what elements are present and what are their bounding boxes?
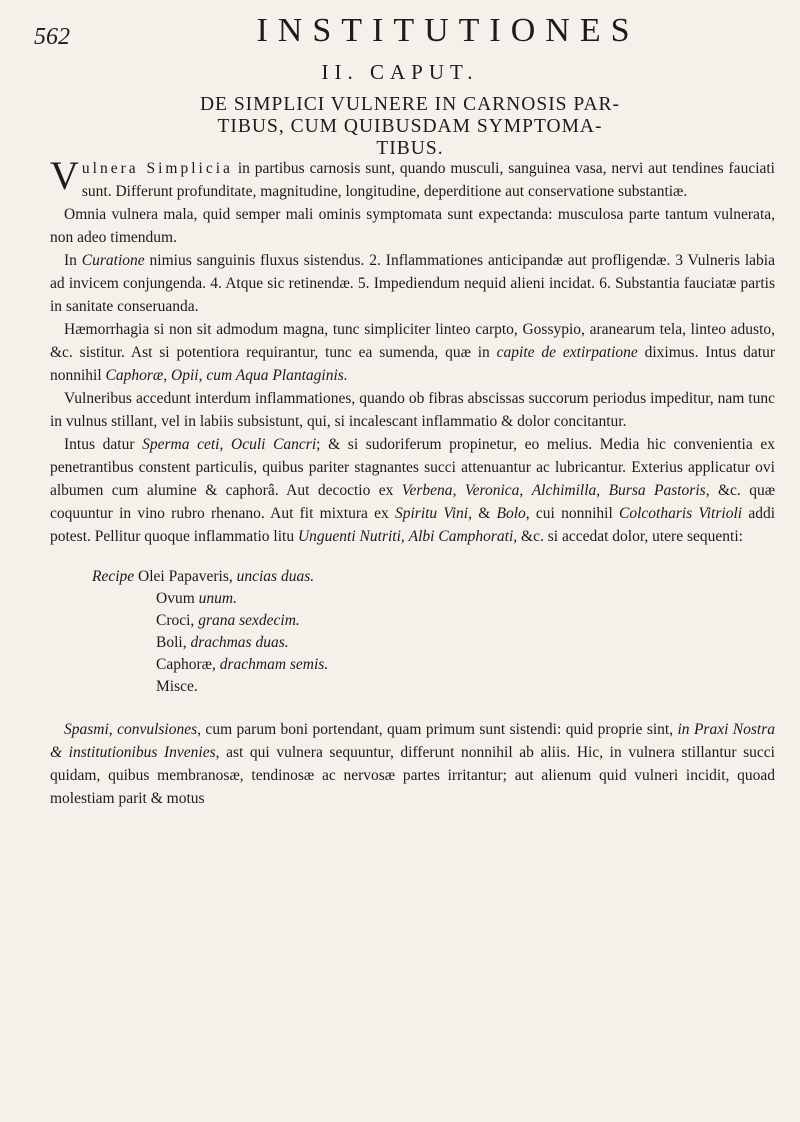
italic-term: Oculi Cancri bbox=[231, 436, 317, 453]
text: , bbox=[400, 528, 409, 545]
text: nimius sanguinis fluxus sistendus. 2. Inflammationes anticipandæ aut profligendæ. 3 Vulneris labia ad invicem conjungenda. 4. Atque sic retinendæ. 5. Impediendum nequid alieni incidat. 6. Substantia fauciatæ partis in sanitate conseruanda. bbox=[50, 252, 775, 315]
text: Olei Papaveris, bbox=[134, 568, 237, 585]
italic-term: Sperma ceti bbox=[142, 436, 220, 453]
recipe-line bbox=[92, 632, 775, 654]
paragraph-curatio bbox=[50, 249, 775, 318]
text: , &c. quæ coquuntur in vino rubro rhenano. Aut fit mixtura ex bbox=[50, 482, 776, 522]
paragraph-remedia bbox=[50, 433, 775, 548]
text: Croci, bbox=[156, 612, 199, 629]
italic-term: drachmas duas. bbox=[190, 634, 289, 651]
recipe-line bbox=[92, 654, 775, 676]
italic-term: Curatione bbox=[81, 252, 145, 269]
recipe-block bbox=[92, 566, 775, 698]
italic-term: grana sexdecim. bbox=[198, 612, 300, 629]
text: , &c. si accedat dolor, utere sequenti: bbox=[513, 528, 743, 545]
text: , bbox=[219, 436, 232, 453]
chapter-label: II. CAPUT. bbox=[321, 60, 479, 84]
text: , & bbox=[468, 505, 497, 522]
text: , bbox=[108, 721, 118, 738]
italic-term: capite de extirpatione bbox=[496, 344, 638, 361]
italic-term: convulsiones bbox=[117, 721, 198, 738]
italic-term: Alchimilla bbox=[531, 482, 597, 499]
italic-term: Spasmi bbox=[64, 721, 109, 738]
recipe-heading: Recipe bbox=[92, 568, 135, 585]
lead-words: ulnera Simplicia bbox=[81, 160, 233, 177]
text: , bbox=[198, 367, 207, 384]
paragraph-inflammatio: Vulneribus accedunt interdum inflammationes, quando ob fibras abscissas succorum periodus impeditur, nam tunc in vulnus stillant, vel in labiis subsistunt, qui, si incalescant inflammatio & dolor concitantur. bbox=[50, 390, 775, 430]
italic-term: Verbena bbox=[401, 482, 453, 499]
chapter-title-line: TIBUS, CUM QUIBUSDAM SYMPTOMA- bbox=[217, 116, 603, 137]
chapter-title-line: TIBUS. bbox=[376, 138, 444, 159]
running-head: INSTITUTIONES bbox=[256, 12, 640, 49]
recipe-line bbox=[92, 566, 775, 588]
text: ; & si sudoriferum propinetur, eo melius. Media hic convenientia ex penetrantibus constent particulis, quibus pariter stagnantes succi attenuantur ac lubricantur. Exterius applicatur ovi albumen cum alumine & caphorâ. Aut decoctio ex bbox=[50, 436, 775, 499]
italic-term: Spiritu Vini bbox=[394, 505, 469, 522]
text: , ast qui vulnera sequuntur, differunt nonnihil ab aliis. Hic, in vulnera stillantur succi quidam, quibus membranosæ, tendinosæ ac nervosæ partes irritantur; aut alienum quid vulneri incidit, quoad molestiam parit & motus bbox=[50, 744, 775, 807]
recipe-line: Misce. bbox=[156, 678, 198, 695]
italic-term: Opii bbox=[171, 367, 199, 384]
paragraph-spasmi bbox=[50, 718, 775, 810]
text: Caphoræ, bbox=[156, 656, 220, 673]
italic-term: Veronica bbox=[464, 482, 520, 499]
chapter-title bbox=[50, 94, 770, 160]
italic-term: drachmam semis. bbox=[219, 656, 329, 673]
italic-term: uncias duas. bbox=[236, 568, 315, 585]
italic-term: in Praxi Nostra & institutionibus Invenies bbox=[50, 721, 776, 761]
text: Ovum bbox=[156, 590, 199, 607]
text: , cum parum boni portendant, quam primum sunt sistendi: quid proprie sint, bbox=[197, 721, 678, 738]
recipe-line bbox=[92, 588, 775, 610]
text: diximus. Intus datur nonnihil bbox=[50, 344, 776, 384]
text: , bbox=[163, 367, 172, 384]
italic-term: Unguenti Nutriti bbox=[297, 528, 401, 545]
text: Boli, bbox=[156, 634, 191, 651]
recipe-line bbox=[92, 610, 775, 632]
text: , bbox=[596, 482, 609, 499]
paragraph-haemorrhagia bbox=[50, 318, 775, 387]
italic-term: cum Aqua Plantaginis. bbox=[206, 367, 348, 384]
italic-term: Albi Camphorati bbox=[408, 528, 514, 545]
italic-term: Caphoræ bbox=[105, 367, 164, 384]
italic-term: Colcotharis Vitrioli bbox=[619, 505, 743, 522]
text: , bbox=[519, 482, 532, 499]
italic-term: Bolo bbox=[496, 505, 526, 522]
drop-cap: V bbox=[50, 153, 79, 198]
italic-term: Bursa Pastoris bbox=[608, 482, 706, 499]
body-text bbox=[50, 153, 776, 810]
chapter-title-line: DE SIMPLICI VULNERE IN CARNOSIS PAR- bbox=[199, 94, 621, 115]
text: , bbox=[452, 482, 465, 499]
text: In bbox=[64, 252, 82, 269]
italic-term: unum. bbox=[198, 590, 237, 607]
text: Hæmorrhagia si non sit admodum magna, tunc simpliciter linteo carpto, Gossypio, aranearum tela, linteo adusto, &c. sistitur. Ast si potentiora requirantur, tunc ea sumenda, quæ in bbox=[50, 321, 775, 361]
page-number: 562 bbox=[34, 24, 70, 50]
paragraph-text: in partibus carnosis sunt, quando musculi, sanguinea vasa, nervi aut tendines fauciati sunt. Differunt profunditate, magnitudine, longitudine, deperditione aut conservatione substantiæ. bbox=[81, 160, 775, 200]
paragraph-prognosis: Omnia vulnera mala, quid semper mali ominis symptomata sunt expectanda: musculosa parte tantum vulnerata, non adeo timendum. bbox=[50, 206, 775, 246]
text: addi potest. Pellitur quoque inflammatio litu bbox=[50, 505, 776, 545]
paragraph-definition bbox=[50, 153, 775, 203]
text: Intus datur bbox=[64, 436, 143, 453]
text: , cui nonnihil bbox=[525, 505, 619, 522]
